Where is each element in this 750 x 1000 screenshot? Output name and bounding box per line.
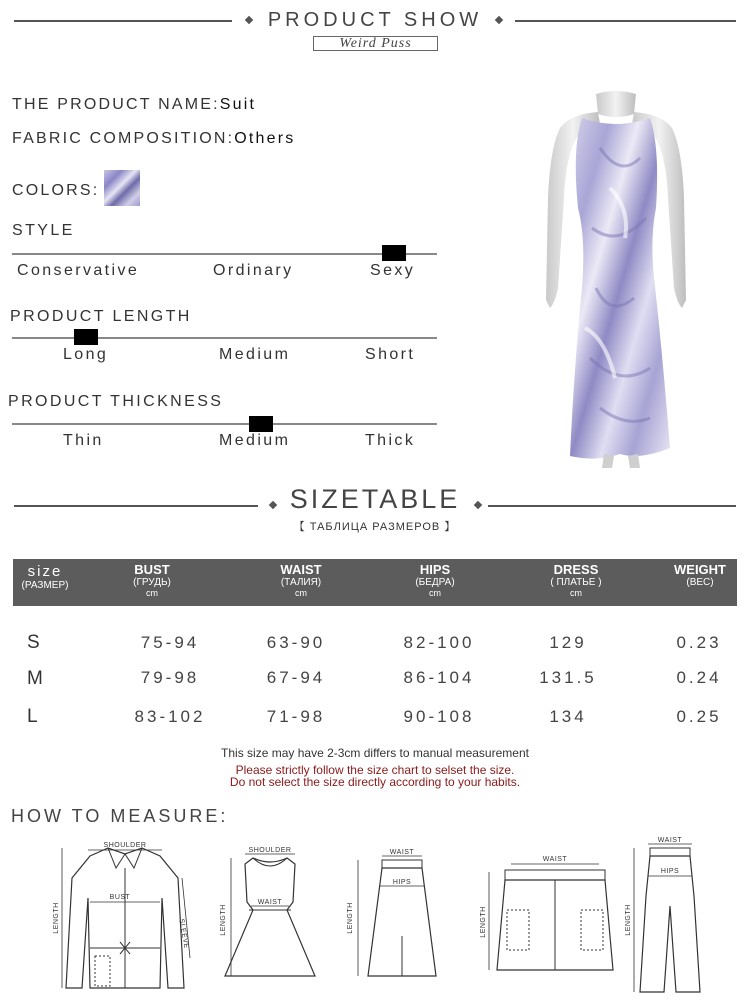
cell-waist: 71-98 — [266, 707, 326, 726]
col-size-label: size — [27, 563, 63, 580]
cell-hips: 82-100 — [403, 633, 475, 652]
size-warning-1: Please strictly follow the size chart to selset the size. — [235, 763, 515, 777]
thickness-option-thick: Thick — [365, 432, 416, 449]
style-title: STYLE — [12, 222, 75, 239]
cell-dress: 131.5 — [539, 668, 597, 687]
col-hips — [400, 559, 470, 598]
cell-dress: 134 — [549, 707, 587, 726]
col-weight — [663, 559, 737, 588]
thickness-option-medium: Medium — [219, 432, 291, 449]
style-option-conservative: Conservative — [17, 262, 140, 279]
col-weight-ru: (ВЕС) — [686, 577, 714, 588]
style-marker — [382, 245, 406, 261]
style-option-ordinary: Ordinary — [213, 262, 294, 279]
dress-measure-diagram — [215, 844, 325, 984]
cell-hips: 90-108 — [403, 707, 475, 726]
style-option-sexy: Sexy — [370, 262, 416, 279]
jacket-length-label: LENGTH — [53, 902, 60, 934]
col-dress-ru: ( ПЛАТЬЕ ) — [550, 577, 602, 588]
cell-weight: 0.23 — [676, 633, 722, 652]
pants-length-label: LENGTH — [625, 904, 632, 936]
col-waist — [266, 559, 336, 598]
color-swatch[interactable] — [104, 170, 140, 206]
cell-weight: 0.24 — [676, 668, 722, 687]
shorts-measure-diagram — [475, 850, 625, 980]
page-title: PRODUCT SHOW — [267, 9, 483, 31]
cell-weight: 0.25 — [676, 707, 722, 726]
sizetable-title: SIZETABLE — [289, 484, 461, 514]
col-size-ru: (РАЗМЕР) — [21, 580, 69, 591]
col-dress — [541, 559, 611, 598]
col-waist-ru: (ТАЛИЯ) — [280, 577, 322, 588]
size-note: This size may have 2-3cm differs to manual measurement — [221, 746, 529, 760]
jacket-measure-diagram — [50, 838, 200, 998]
thickness-option-thin: Thin — [63, 432, 104, 449]
thickness-marker — [249, 416, 273, 432]
cell-bust: 79-98 — [140, 668, 200, 687]
length-option-short: Short — [365, 346, 416, 363]
cell-waist: 63-90 — [266, 633, 326, 652]
col-bust-label: BUST — [134, 562, 170, 577]
cell-waist: 67-94 — [266, 668, 326, 687]
thickness-scale-line — [12, 423, 437, 425]
dress-waist-label: WAIST — [257, 899, 283, 906]
dress-length-label: LENGTH — [220, 904, 227, 936]
col-bust — [117, 559, 187, 598]
length-option-long: Long — [63, 346, 109, 363]
length-marker — [74, 329, 98, 345]
length-option-medium: Medium — [219, 346, 291, 363]
cell-dress: 129 — [549, 633, 587, 652]
col-hips-label: HIPS — [419, 562, 451, 577]
skirt-waist-label: WAIST — [389, 849, 415, 856]
row-size: L — [27, 706, 38, 727]
product-name-row — [12, 96, 256, 114]
jacket-sleeve-label: SLEEVE — [177, 918, 190, 950]
row-size: M — [27, 668, 43, 689]
brand-subtitle: Weird Puss — [313, 36, 438, 51]
cell-hips: 86-104 — [403, 668, 475, 687]
sizetable-subtitle: 【 ТАБЛИЦА РАЗМЕРОВ 】 — [293, 521, 457, 533]
thickness-title: PRODUCT THICKNESS — [8, 393, 224, 410]
table-header — [13, 559, 737, 606]
pants-waist-label: WAIST — [657, 837, 683, 844]
size-warning-2: Do not select the size directly according to your habits. — [229, 775, 521, 789]
col-waist-unit: cm — [295, 588, 307, 598]
col-size — [13, 559, 77, 591]
dress-shoulder-label: SHOULDER — [248, 847, 292, 854]
fabric-row — [12, 130, 295, 148]
pants-hips-label: HIPS — [660, 868, 680, 875]
col-dress-unit: cm — [570, 588, 582, 598]
colors-label: COLORS: — [12, 182, 100, 199]
how-to-measure-title: HOW TO MEASURE: — [11, 806, 229, 826]
col-waist-label: WAIST — [280, 562, 322, 577]
product-photo[interactable] — [500, 88, 732, 468]
pants-measure-diagram — [620, 836, 730, 996]
col-bust-unit: cm — [146, 588, 158, 598]
product-name-value: Suit — [219, 96, 257, 113]
cell-bust: 75-94 — [140, 633, 200, 652]
jacket-bust-label: BUST — [109, 894, 131, 901]
col-hips-unit: cm — [429, 588, 441, 598]
shorts-waist-label: WAIST — [542, 856, 568, 863]
skirt-length-label: LENGTH — [347, 902, 354, 934]
col-hips-ru: (БЕДРА) — [415, 577, 455, 588]
style-scale-line — [12, 253, 437, 255]
col-dress-label: DRESS — [553, 562, 599, 577]
jacket-shoulder-label: SHOULDER — [103, 842, 147, 849]
row-size: S — [27, 632, 40, 653]
sizetable-rule-right — [488, 505, 736, 507]
col-weight-label: WEIGHT — [674, 562, 726, 577]
shorts-length-label: LENGTH — [480, 906, 487, 938]
fabric-label: FABRIC COMPOSITION: — [12, 130, 235, 147]
product-name-label: THE PRODUCT NAME: — [12, 96, 220, 113]
col-bust-ru: (ГРУДЬ) — [133, 577, 171, 588]
length-title: PRODUCT LENGTH — [10, 308, 192, 325]
header-rule-right — [515, 20, 736, 22]
cell-bust: 83-102 — [134, 707, 206, 726]
fabric-value: Others — [234, 130, 296, 147]
skirt-hips-label: HIPS — [392, 879, 412, 886]
skirt-measure-diagram — [340, 846, 450, 986]
